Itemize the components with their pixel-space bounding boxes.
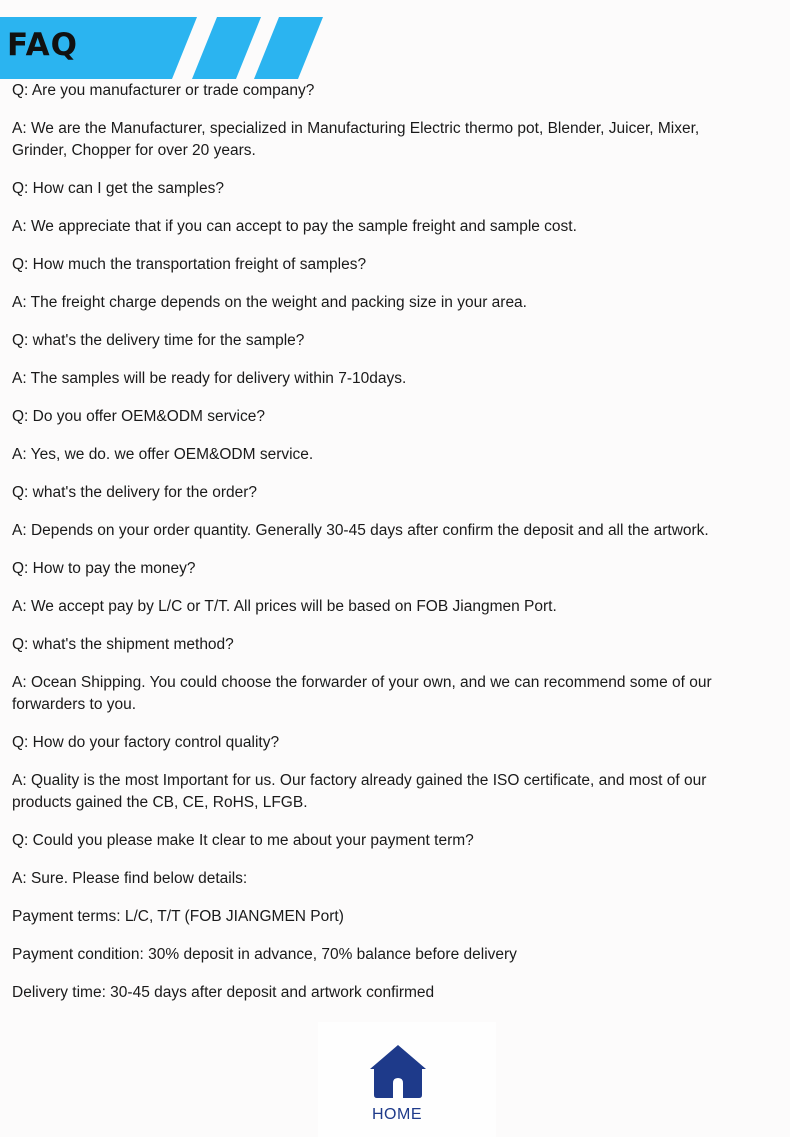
page-title: FAQ: [7, 27, 78, 63]
faq-question: Q: Are you manufacturer or trade company?: [12, 82, 315, 99]
payment-condition-line: Payment condition: 30% deposit in advance, 70% balance before delivery: [12, 946, 517, 963]
faq-question: Q: Do you offer OEM&ODM service?: [12, 408, 265, 425]
faq-answer: A: We appreciate that if you can accept to pay the sample freight and sample cost.: [12, 218, 577, 235]
payment-terms-line: Payment terms: L/C, T/T (FOB JIANGMEN Port): [12, 908, 344, 925]
delivery-time-line: Delivery time: 30-45 days after deposit and artwork confirmed: [12, 984, 435, 1001]
faq-banner: [0, 17, 330, 79]
home-label[interactable]: HOME: [372, 1106, 422, 1123]
faq-answer: A: Depends on your order quantity. Generally 30-45 days after confirm the deposit and all the artwork.: [12, 522, 709, 539]
faq-answer: A: The freight charge depends on the weight and packing size in your area.: [12, 294, 527, 311]
faq-question: Q: what's the delivery for the order?: [12, 484, 258, 501]
home-icon-door: [393, 1078, 403, 1098]
faq-answer: A: Yes, we do. we offer OEM&ODM service.: [12, 446, 314, 463]
faq-answer: A: We accept pay by L/C or T/T. All prices will be based on FOB Jiangmen Port.: [12, 598, 557, 615]
home-nav: [318, 1022, 496, 1137]
faq-answer: A: Sure. Please find below details:: [12, 870, 248, 887]
faq-list: [12, 80, 712, 1020]
home-icon[interactable]: [368, 1043, 428, 1099]
banner-stripe-2: [254, 17, 323, 79]
faq-answer: A: Quality is the most Important for us. Our factory already gained the ISO certificate, and most of our products gained the CB, CE, RoHS, LFGB.: [12, 772, 707, 811]
faq-question: Q: How to pay the money?: [12, 560, 196, 577]
faq-answer: A: We are the Manufacturer, specialized in Manufacturing Electric thermo pot, Blender, Juicer, Mixer, Grinder, Chopper for over 20 years.: [12, 120, 700, 159]
faq-question: Q: How can I get the samples?: [12, 180, 224, 197]
faq-answer: A: The samples will be ready for delivery within 7-10days.: [12, 370, 407, 387]
faq-answer: A: Ocean Shipping. You could choose the forwarder of your own, and we can recommend some of our forwarders to you.: [12, 674, 712, 713]
faq-question: Q: Could you please make It clear to me about your payment term?: [12, 832, 474, 849]
banner-stripe-1: [192, 17, 261, 79]
faq-question: Q: How do your factory control quality?: [12, 734, 280, 751]
faq-question: Q: what's the shipment method?: [12, 636, 234, 653]
faq-question: Q: How much the transportation freight of samples?: [12, 256, 367, 273]
faq-question: Q: what's the delivery time for the sample?: [12, 332, 305, 349]
